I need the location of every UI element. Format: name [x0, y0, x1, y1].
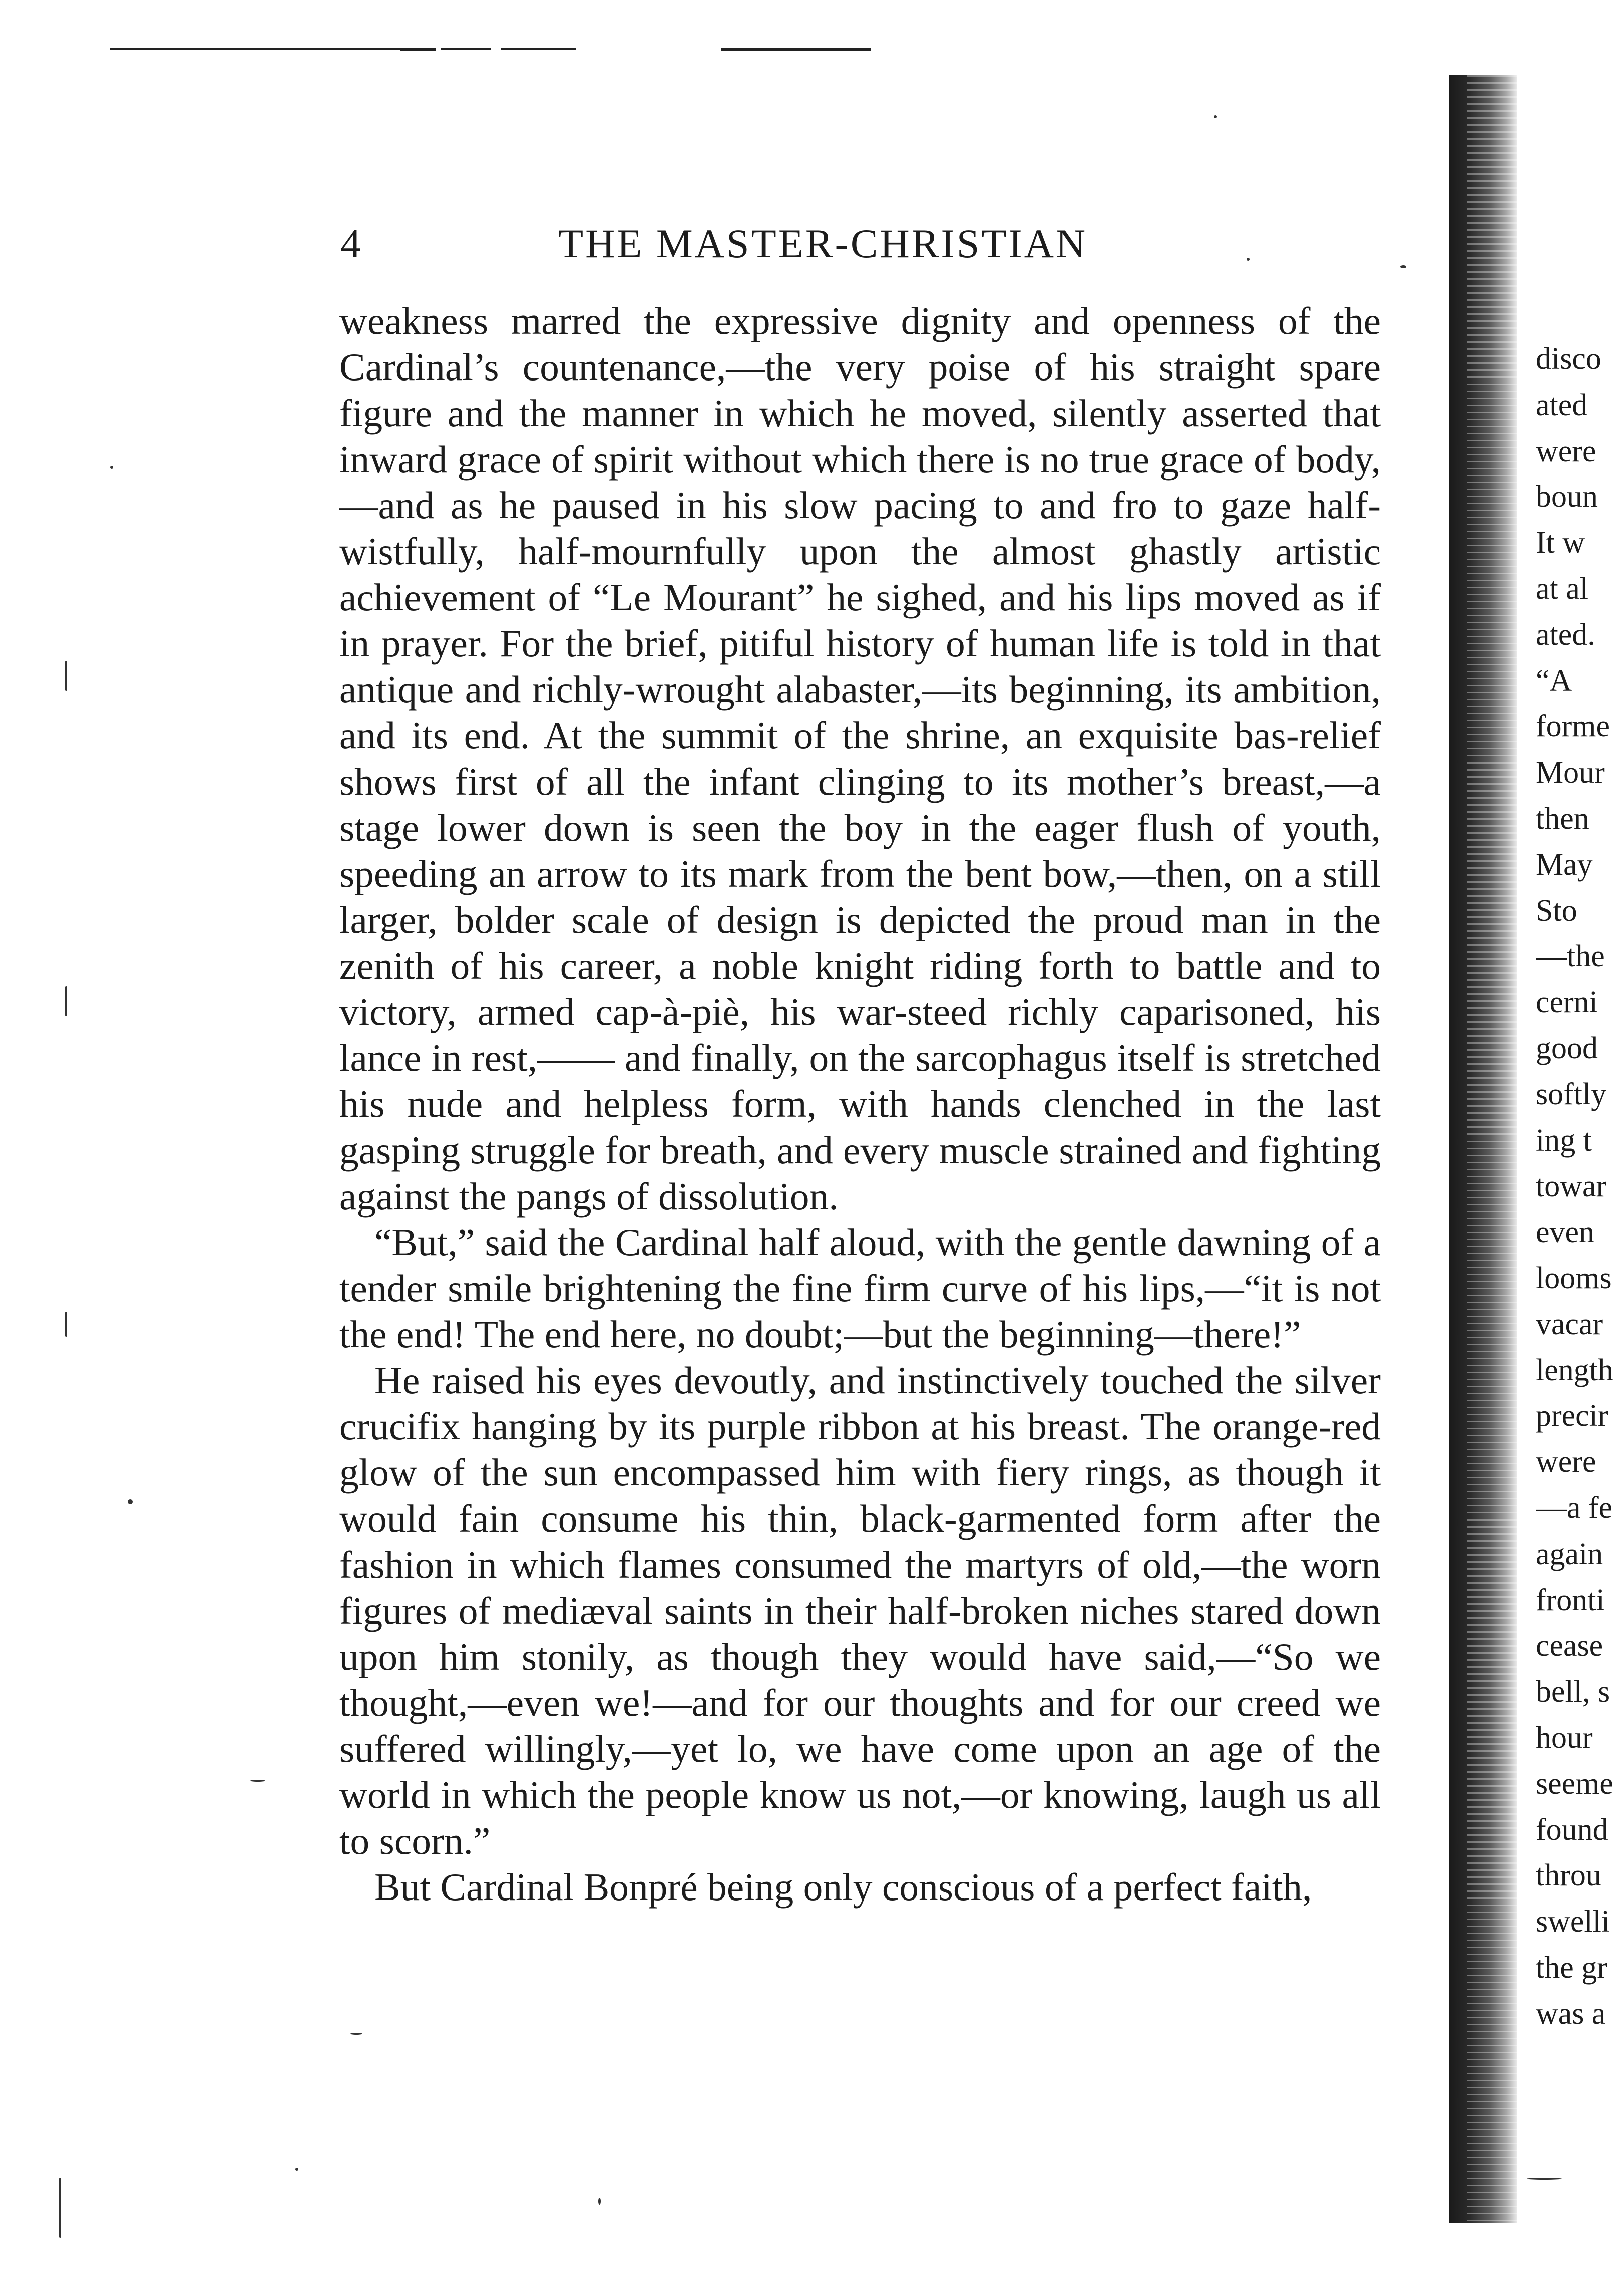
facing-line-fragment: softly	[1536, 1077, 1607, 1111]
facing-line-fragment: May	[1536, 847, 1593, 882]
page-number: 4	[340, 221, 361, 266]
scan-speck	[1214, 115, 1217, 118]
facing-line-fragment: —the	[1536, 939, 1605, 974]
top-rule	[441, 48, 491, 50]
facing-line-fragment: Sto	[1536, 893, 1577, 928]
scan-speck	[598, 2198, 601, 2205]
facing-line-fragment: again	[1536, 1537, 1603, 1571]
facing-line-fragment: forme	[1536, 709, 1610, 744]
paragraph: “But,” said the Cardinal half aloud, with the gentle dawning of a tender smile brightening the fine firm curve of his lips,—“it is not the end! The end here, no doubt;—but the beginning—there!”	[339, 1221, 1381, 1356]
top-rule	[110, 48, 400, 50]
facing-line-fragment: fronti	[1536, 1583, 1605, 1617]
facing-line-fragment: at al	[1536, 571, 1588, 606]
scan-speck	[110, 466, 113, 469]
facing-line-fragment: —a fe	[1536, 1490, 1613, 1525]
facing-line-fragment: looms	[1536, 1261, 1612, 1295]
scan-speck	[250, 1780, 265, 1782]
scan-speck	[65, 661, 67, 691]
top-rule	[721, 48, 871, 51]
facing-line-fragment: Mour	[1536, 755, 1605, 790]
facing-line-fragment: hour	[1536, 1720, 1593, 1755]
facing-line-fragment: swelli	[1536, 1905, 1610, 1939]
top-rule	[501, 48, 576, 50]
facing-page-text	[1536, 336, 1624, 2037]
paragraph: But Cardinal Bonpré being only conscious of a perfect faith,	[374, 1865, 1312, 1909]
facing-line-fragment: were	[1536, 1445, 1596, 1479]
facing-line-fragment: was a	[1536, 1996, 1606, 2031]
paragraph: weakness marred the expressive dignity and openness of the Cardinal’s countenance,—the very poise of his straight spare figure and the manner in which he moved, silently asserted that inward grace of spirit without which there is no true grace of body,—and as he paused in his slow pacing to and fro to gaze half-wistfully, half-mournfully upon the almost ghastly artistic achievement of “Le Mourant” he sighed, and his lips moved as if in prayer. For the brief, pitiful history of human life is told in that antique and richly-wrought alabaster,—its beginning, its ambition, and its end. At the summit of the shrine, an exquisite bas-relief shows first of all the infant clinging to its mother’s breast,—a stage lower down is seen the boy in the eager flush of youth, speeding an arrow to its mark from the bent bow,—then, on a still larger, bolder scale of design is depicted the proud man in the zenith of his career, a noble knight riding forth to battle and to victory, armed cap-à-piè, his war-steed richly caparisoned, his lance in rest,—— and finally, on the sarcophagus itself is stretched his nude and helpless form, with hands clenched in the last gasping struggle for breath, and every muscle strained and fighting against the pangs of dissolution.	[339, 299, 1381, 1218]
facing-line-fragment: ated	[1536, 388, 1588, 422]
facing-line-fragment: seeme	[1536, 1766, 1613, 1801]
facing-line-fragment: ated.	[1536, 617, 1595, 652]
facing-line-fragment: boun	[1536, 480, 1598, 514]
facing-line-fragment: then	[1536, 801, 1589, 836]
top-rule	[400, 48, 436, 51]
scan-speck	[65, 1312, 67, 1337]
facing-line-fragment: the gr	[1536, 1950, 1607, 1985]
scan-speck	[65, 986, 67, 1016]
facing-line-fragment: were	[1536, 434, 1596, 468]
facing-line-fragment: bell, s	[1536, 1675, 1610, 1709]
facing-line-fragment: good	[1536, 1031, 1598, 1065]
scan-speck	[128, 1499, 133, 1504]
facing-line-fragment: throu	[1536, 1858, 1601, 1893]
scan-speck	[295, 2168, 298, 2171]
running-title: THE MASTER-CHRISTIAN	[558, 221, 1088, 266]
facing-line-fragment: “A	[1536, 663, 1572, 698]
scan-speck	[1527, 2178, 1562, 2180]
facing-line-fragment: length	[1536, 1353, 1613, 1387]
facing-line-fragment: towar	[1536, 1169, 1607, 1204]
book-gutter-texture	[1467, 75, 1517, 2223]
scan-speck	[1400, 265, 1406, 268]
facing-line-fragment: disco	[1536, 342, 1601, 376]
scan-speck	[1247, 258, 1250, 261]
facing-line-fragment: cease	[1536, 1629, 1603, 1663]
facing-line-fragment: even	[1536, 1215, 1595, 1250]
facing-line-fragment: precir	[1536, 1399, 1608, 1433]
facing-line-fragment: found	[1536, 1812, 1608, 1847]
facing-line-fragment: vacar	[1536, 1307, 1603, 1341]
scan-speck	[350, 2033, 362, 2035]
facing-line-fragment: cerni	[1536, 985, 1598, 1020]
body-text	[339, 298, 1381, 1910]
paragraph: He raised his eyes devoutly, and instinctively touched the silver crucifix hanging by its purple ribbon at his breast. The orange-red glow of the sun encompassed him with fiery rings, as though it would fain consume his thin, black-garmented form after the fashion in which flames consumed the martyrs of old,—the worn figures of mediæval saints in their half-broken niches stared down upon him stonily, as though they would have said,—“So we thought,—even we!—and for our thoughts and for our creed we suffered willingly,—yet lo, we have come upon an age of the world in which the people know us not,—or knowing, laugh us all to scorn.”	[339, 1359, 1381, 1862]
scan-speck	[59, 2178, 61, 2238]
facing-line-fragment: It w	[1536, 526, 1585, 560]
facing-line-fragment: ing t	[1536, 1123, 1592, 1158]
